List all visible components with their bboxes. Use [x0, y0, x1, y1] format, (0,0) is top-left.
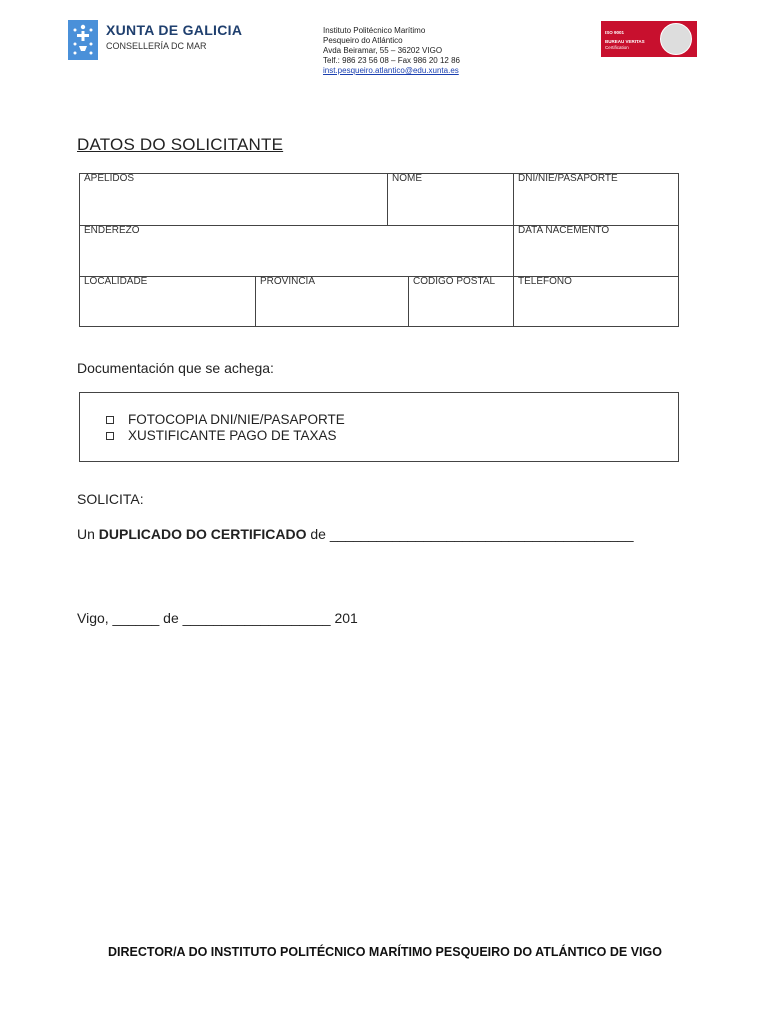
apelidos-field[interactable] [80, 174, 387, 225]
cert-logo-text: BUREAU VERITAS [605, 39, 645, 44]
request-label: SOLICITA: [77, 491, 144, 507]
institute-line: Telf.: 986 23 56 08 – Fax 986 20 12 86 [323, 56, 460, 65]
provincia-field[interactable] [256, 277, 408, 327]
footer-signatory: DIRECTOR/A DO INSTITUTO POLITÉCNICO MARÍTIMO PESQUEIRO DO ATLÁNTICO DE VIGO [108, 945, 662, 959]
cert-logo-text: ISO 9001 [605, 30, 625, 35]
section-title: DATOS DO SOLICITANTE [77, 135, 284, 154]
checkbox[interactable] [106, 432, 114, 440]
codigo-postal-field[interactable] [409, 277, 513, 327]
data-nacemento-label: DATA NACEMENTO [518, 225, 610, 236]
cert-logo-text: Certification [605, 45, 629, 50]
document-label: XUSTIFICANTE PAGO DE TAXAS [128, 428, 337, 443]
enderezo-field[interactable] [80, 226, 513, 276]
apelidos-label: APELIDOS [84, 173, 135, 184]
localidade-label: LOCALIDADE [84, 276, 148, 287]
institute-line: Pesqueiro do Atlántico [323, 36, 403, 45]
localidade-field[interactable] [80, 277, 255, 327]
date-line: Vigo, ______ de ___________________ 201 [77, 610, 358, 626]
nome-field[interactable] [388, 174, 513, 225]
institute-address [323, 26, 460, 76]
request-suffix: de _______________________________________ [306, 526, 634, 542]
list-item[interactable] [106, 412, 345, 427]
dni-field[interactable] [514, 174, 678, 225]
documentation-box [79, 392, 679, 462]
provincia-label: PROVINCIA [260, 276, 316, 287]
nome-label: NOME [392, 173, 422, 184]
certification-seal-icon [660, 23, 692, 55]
org-subtitle: CONSELLERÍA DC MAR [106, 41, 207, 51]
request-line [77, 526, 633, 542]
list-item[interactable] [106, 428, 337, 443]
institute-email-link[interactable]: inst.pesqueiro.atlantico@edu.xunta.es [323, 66, 459, 75]
request-prefix: Un [77, 526, 99, 542]
dni-label: DNI/NIE/PASAPORTE [518, 173, 618, 184]
institute-line: Instituto Politécnico Marítimo [323, 26, 426, 35]
institute-line: Avda Beiramar, 55 – 36202 VIGO [323, 46, 443, 55]
codigo-postal-label: CODIGO POSTAL [413, 276, 496, 287]
enderezo-label: ENDEREZO [84, 225, 140, 236]
xunta-logo-icon [68, 20, 98, 60]
data-nacemento-field[interactable] [514, 226, 678, 276]
telefono-field[interactable] [514, 277, 678, 327]
request-bold: DUPLICADO DO CERTIFICADO [98, 526, 307, 542]
applicant-table [79, 173, 679, 327]
documentation-heading: Documentación que se achega: [77, 360, 274, 376]
document-label: FOTOCOPIA DNI/NIE/PASAPORTE [128, 412, 345, 427]
checkbox[interactable] [106, 416, 114, 424]
telefono-label: TELEFONO [518, 276, 572, 287]
org-title: XUNTA DE GALICIA [106, 22, 243, 38]
certification-logo [601, 21, 697, 57]
